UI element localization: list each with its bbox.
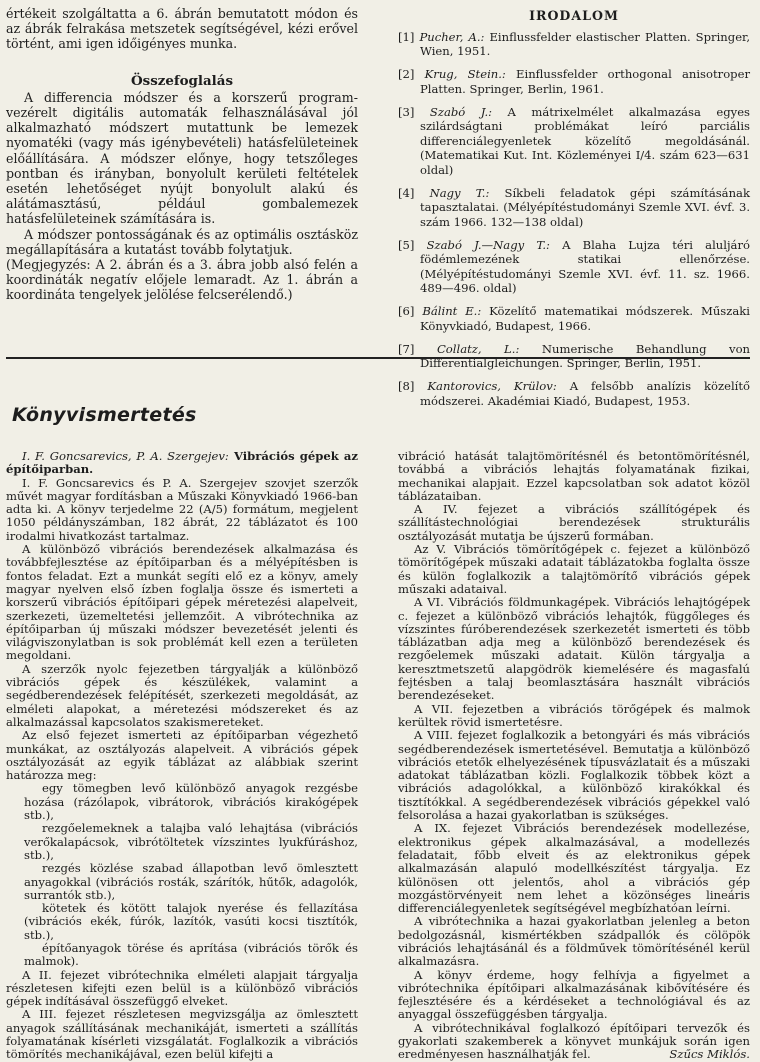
classification-list-item: kötetek és kötött talajok nyerése és fellazítása (vibrációs ekék, fúrók, lazítók, vasúti kocsi tisztítók, stb.), <box>24 901 358 942</box>
reference-item: [5] Szabó J.—Nagy T.: A Blaha Lujza téri aluljáró födémlemezének statikai ellenőrzése. (Mélyépítéstudományi Szemle XVI. évf. 11. sz. 1966. 489—496. oldal) <box>398 237 750 295</box>
classification-list-item: építőanyagok törése és aprítása (vibrációs törők és malmok). <box>24 940 358 969</box>
review-book-title: Vibrációs gépek az építőiparban. <box>6 449 358 477</box>
classification-list-item: rezgés közlése szabad állapotban levő ömlesztett anyagokkal (vibrációs rosták, szárítók, hűtők, adagolók, surrantók stb.), <box>24 861 358 902</box>
review-column-right <box>398 450 750 1062</box>
review-paragraph: A különböző vibrációs berendezések alkalmazása és továbbfejlesztése az építőiparban és a mélyépítésben is fontos feladat. Ezt a munkát segíti elő ez a könyv, amely magyar nyelven első ízben foglalja össze és ismerteti a korszerű vibrációs építőipari gépek méretezési alapelveit, szerkezeti, üzemeltetési jellemzőit. A vibrótechnika az építőiparban új műszaki módszer bevezetését jelenti és világviszonylatban is sok problémát kell ezen a területen megoldani. <box>6 542 358 663</box>
review-paragraph: vibráció hatását talajtömörítésnél és betontömörítésnél, továbbá a vibrációs lehajtás folyamatának fizikai, mechanikai alapjait. Ezzel kapcsolatban sok adatot közöl táblázataiban. <box>398 449 750 503</box>
review-heading <box>6 450 358 477</box>
section-divider <box>6 357 750 359</box>
summary-paragraph-2: A módszer pontosságának és az optimális osztásköz megállapítására a kutatást tovább folytatjuk. <box>6 226 358 257</box>
reviewer-signature: Szűcs Miklós. <box>669 1047 750 1062</box>
review-paragraph: A IX. fejezet Vibrációs berendezések modellezése, elektronikus gépek alkalmazásával, a modellezés feladatait, főbb elveit és az elektronikus gépek alkalmazásán alapuló modellkészítést tárgyalja. Ez különösen ott jelentős, ahol a vibrációs gép mozgástörvényeit nem lehet a közönséges lineáris differenciálegyenletek segítségével megbízhatóan leírni. <box>398 821 750 916</box>
reference-item: [8] Kantorovics, Krülov: A felsőbb analízis közelítő módszerei. Akadémiai Kiadó, Budapest, 1953. <box>398 379 751 408</box>
review-paragraph: A III. fejezet részletesen megvizsgálja az ömlesztett anyagok szállításának mechanikáját, ismerteti a szállítás folyamatának kísérleti vizsgálatát. Foglalkozik a vibrációs tömörítés mechanikájával, ezen belül kifejti a <box>6 1007 358 1062</box>
article-conclusion-column <box>6 6 358 303</box>
reference-item: [2] Krug, Stein.: Einflussfelder orthogonal anisotroper Platten. Springer, Berlin, 1961. <box>398 67 750 96</box>
classification-list-item: rezgőelemeknek a talajba való lehajtása (vibrációs verőkalapácsok, vibrótöltetek vízszintes lyukfúráshoz, stb.), <box>24 821 358 862</box>
reference-item: [4] Nagy T.: Síkbeli feladatok gépi számításának tapasztalatai. (Mélyépítéstudományi Szemle XVI. évf. 3. szám 1966. 132—138 oldal) <box>398 185 750 229</box>
reference-item: [1] Pucher, A.: Einflussfelder elastischer Platten. Springer, Wien, 1951. <box>398 29 751 58</box>
reference-item: [7] Collatz, L.: Numerische Behandlung von Differentialgleichungen. Springer, Berlin, 1951. <box>398 341 751 370</box>
summary-paragraph-1: A differencia módszer és a korszerű program-vezérelt digitális automaták felhasználásával jól alkalmazható módszert mutattunk be lemezek nyomatéki (vagy más igénybevételi) hatásfelületeinek előállítására. A módszer előnye, hogy tetszőleges pontban és irányban, bonyolult kerületi feltételek esetén lehetőséget nyújt bonyolult alakú és alátámasztású, például gombalemezek hatásfelületeinek számítására is. <box>6 89 358 227</box>
review-authors: I. F. Goncsarevics, P. A. Szergejev: <box>22 449 229 463</box>
intro-paragraph: értékeit szolgáltatta a 6. ábrán bemutatott módon és az ábrák felrakása metszetek segítségével, kézi erővel történt, ami igen időigényes munka. <box>6 6 358 52</box>
review-paragraph: A VII. fejezetben a vibrációs törőgépek és malmok kerültek rövid ismertetésre. <box>398 701 750 729</box>
classification-list-item: egy tömegben levő különböző anyagok rezgésbe hozása (rázólapok, vibrátorok, vibrációs kirakógépek stb.), <box>24 781 358 823</box>
summary-heading: Összefoglalás <box>131 72 233 89</box>
review-paragraph: A könyv érdeme, hogy felhívja a figyelmet a vibrótechnika építőipari alkalmazásának kibővítésére és fejlesztésére és a kérdéseket a technológiával és az anyaggal összefüggésben tárgyalja. <box>398 967 750 1022</box>
reference-item: [6] Bálint E.: Közelítő matematikai módszerek. Műszaki Könyvkiadó, Budapest, 1966. <box>398 304 751 333</box>
references-column <box>398 6 750 417</box>
note-paragraph: (Megjegyzés: A 2. ábrán és a 3. ábra jobb alsó felén a koordináták negatív előjele lemaradt. Az 1. ábrán a koordináta tengelyek jelölése felcserélendő.) <box>6 257 358 303</box>
references-list <box>398 30 750 409</box>
review-paragraph: A szerzők nyolc fejezetben tárgyalják a különböző vibrációs gépek és készülékek, valamint a segédberendezések felépítését, szerkezeti megoldását, az elméleti alapokat, a méretezési módszereket és az alkalmazással kapcsolatos szakismereteket. <box>6 661 358 729</box>
review-paragraph: I. F. Goncsarevics és P. A. Szergejev szovjet szerzők művét magyar fordításban a Műszaki Könyvkiadó 1966-ban adta ki. A könyv terjedelme 22 (A/5) formátum, megjelent 1050 példányszámban, 182 ábrát, 22 táblázatot és 100 irodalmi hivatkozást tartalmaz. <box>6 475 358 543</box>
review-paragraph: A vibrótechnikával foglalkozó építőipari tervezők és gyakorlati szakemberek a könyvet munkájuk során igen eredményesen használhatják fel. Szűcs Miklós. <box>398 1020 750 1062</box>
review-paragraph: A VI. Vibrációs földmunkagépek. Vibrációs lehajtógépek c. fejezet a különböző vibrációs lehajtók, függőleges és vízszintes fúróberendezések szerkezetét ismerteti és több táblázatban adja meg a különböző berendezések és rezgőelemek műszaki adatait. Külön tárgyalja a keresztmetszetű alapgödrök kiemelésére és magasfalú fejtésben a talaj beomlasztására használt vibrációs berendezéseket. <box>398 595 750 703</box>
review-paragraph: A VIII. fejezet foglalkozik a betongyári és más vibrációs segédberendezések ismertetésével. Bemutatja a különböző vibrációs etetők elhelyezésének típusvázlatait és a műszaki adatokat táblázatban közli. Foglalkozik többek közt a vibrációs adagolókkal, a különböző kirakókkal és tisztítókkal. A segédberendezések vibrációs gépekkel való felsorolása a hazai gyakorlatban is szükséges. <box>398 728 750 823</box>
review-paragraph: Az első fejezet ismerteti az építőiparban végezhető munkákat, az osztályozás alapelveit. A vibrációs gépek osztályozását az egyik táblázat az alábbiak szerint határozza meg: <box>6 728 358 783</box>
reference-item: [3] Szabó J.: A mátrixelmélet alkalmazása egyes szilárdságtani problémákat leíró parciális differenciálegyenletek közelítő megoldásánál. (Matematikai Kut. Int. Közleményei I/4. szám 623—631 oldal) <box>398 104 751 177</box>
review-paragraph: Az V. Vibrációs tömörítőgépek c. fejezet a különböző tömörítőgépek műszaki adatait táblázatokba foglalta össze és külön foglalkozik a talajtömörítő vibrációs gépek műszaki adataival. <box>398 542 750 596</box>
review-paragraph: A IV. fejezet a vibrációs szállítógépek és szállítástechnológiai berendezések strukturális osztályozását mutatja be újszerű formában. <box>398 502 750 543</box>
section-title: Könyvismertetés <box>12 404 197 426</box>
review-paragraph: A vibrótechnika a hazai gyakorlatban jelenleg a beton bedolgozásnál, kismértékben szádpallók és cölöpök vibrációs lehajtásánál és a földművek tömörítésénél kerül alkalmazásra. <box>398 914 750 969</box>
review-paragraph: A II. fejezet vibrótechnika elméleti alapjait tárgyalja részletesen kifejti ezen belül is a különböző vibrációs gépek indításával összefüggő elveket. <box>6 967 358 1009</box>
references-heading: IRODALOM <box>529 8 619 23</box>
review-column-left <box>6 450 358 1062</box>
